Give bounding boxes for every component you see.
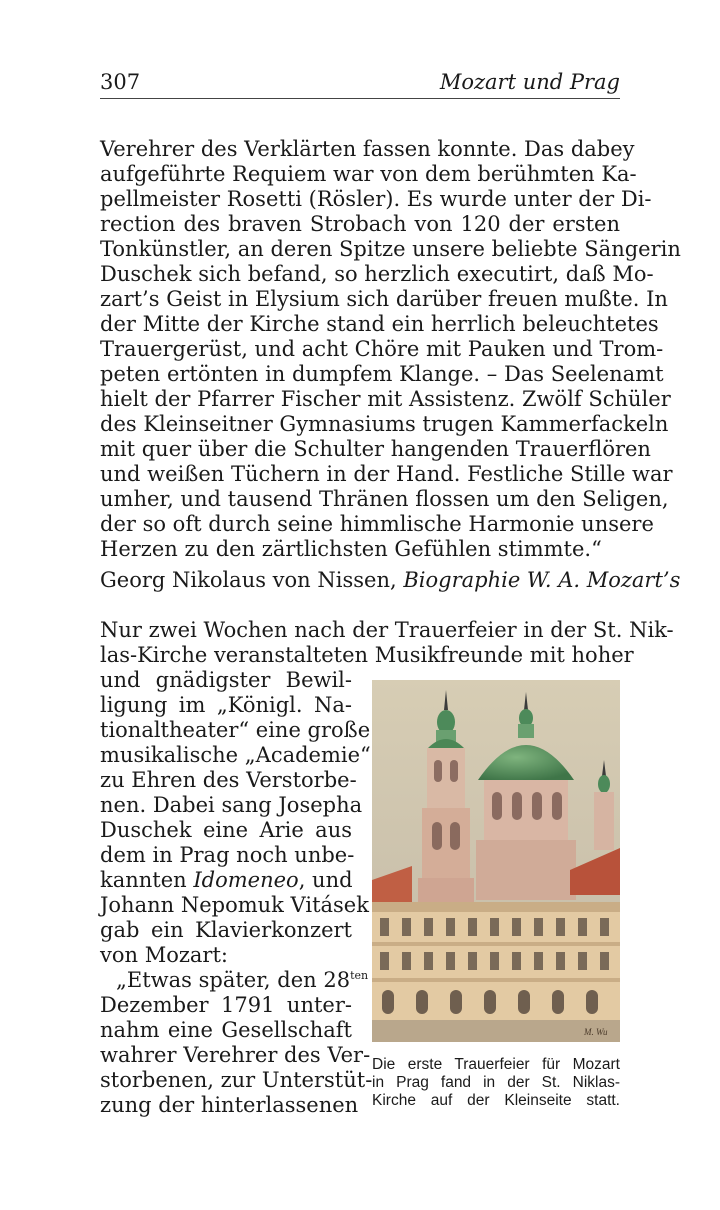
body-text-fragment: „Etwas später, den 28 [116,968,351,992]
quote-line: mit quer über die Schulter hangenden Trauerflören [100,437,651,461]
quote-line: Herzen zu den zärtlichsten Gefühlen stimmte.“ [100,537,602,561]
body-line: Johann Nepomuk Vitásek [100,893,369,917]
body-line: Nur zwei Wochen nach der Trauerfeier in der St. Nik- [100,618,674,642]
superscript: ten [350,969,369,982]
quote-line: pellmeister Rosetti (Rösler). Es wurde unter der Di- [100,187,652,211]
quote-attribution [100,568,681,593]
body-text-fragment: kannten [100,868,194,892]
body-line: zung der hinterlassenen [100,1093,359,1117]
body-line [100,968,369,993]
st-nicholas-church-painting [372,680,620,1042]
quote-line: der Mitte der Kirche stand ein herrlich beleuchtetes [100,312,659,336]
body-line: zu Ehren des Verstorbe- [100,768,357,792]
body-line: tionaltheater“ eine große [100,718,371,742]
body-line: dem in Prag noch unbe- [100,843,355,867]
quote-line: der so oft durch seine himmlische Harmonie unsere [100,512,654,536]
body-line: las-Kirche veranstalteten Musikfreunde mit hoher [100,643,634,667]
body-line: gab ein Klavierkonzert [100,918,352,942]
running-title: Mozart und Prag [439,70,620,94]
body-line [100,868,352,893]
painter-signature: M. Wu [584,1027,608,1037]
quote-line: hielt der Pfarrer Fischer mit Assistenz. Zwölf Schüler [100,387,671,411]
page-header [100,70,620,99]
opera-title: Idomeneo [193,868,299,892]
quote-line: peten ertönten in dumpfem Klange. – Das Seelenamt [100,362,664,386]
body-line: musikalische „Academie“ [100,743,371,767]
quote-line: Tonkünstler, an deren Spitze unsere beliebte Sängerin [100,237,681,261]
body-line: Duschek eine Arie aus [100,818,352,842]
quote-line: und weißen Tüchern in der Hand. Festliche Stille war [100,462,673,486]
quote-line: umher, und tausend Thränen flossen um den Seligen, [100,487,669,511]
body-line: und gnädigster Bewil- [100,668,352,692]
quote-line: Trauergerüst, und acht Chöre mit Pauken und Trom- [100,337,664,361]
figure-caption-line: Kirche auf der Kleinseite statt. [372,1092,620,1109]
body-line: wahrer Verehrer des Ver- [100,1043,371,1067]
figure-caption-line: in Prag fand in der St. Niklas- [372,1074,620,1091]
body-line: nahm eine Gesellschaft [100,1018,352,1042]
body-line: storbenen, zur Unterstüt- [100,1068,373,1092]
quote-line: Verehrer des Verklärten fassen konnte. Das dabey [100,137,635,161]
page-number: 307 [100,70,141,94]
quote-line: des Kleinseitner Gymnasiums trugen Kammerfackeln [100,412,669,436]
body-line: Dezember 1791 unter- [100,993,352,1017]
body-line: nen. Dabei sang Josepha [100,793,363,817]
quote-line: Duschek sich befand, so herzlich executirt, daß Mo- [100,262,654,286]
quote-line: zart’s Geist in Elysium sich darüber freuen mußte. In [100,287,668,311]
attribution-work: Biographie W. A. Mozart’s [403,568,681,592]
attribution-author: Georg Nikolaus von Nissen, [100,568,404,592]
quote-line: aufgeführte Requiem war von dem berühmten Ka- [100,162,637,186]
quote-line: rection des braven Strobach von 120 der ersten [100,212,620,236]
body-text-fragment: , und [298,868,353,892]
body-line: ligung im „Königl. Na- [100,693,352,717]
figure-caption-line: Die erste Trauerfeier für Mozart [372,1056,620,1073]
body-line: von Mozart: [100,943,228,967]
